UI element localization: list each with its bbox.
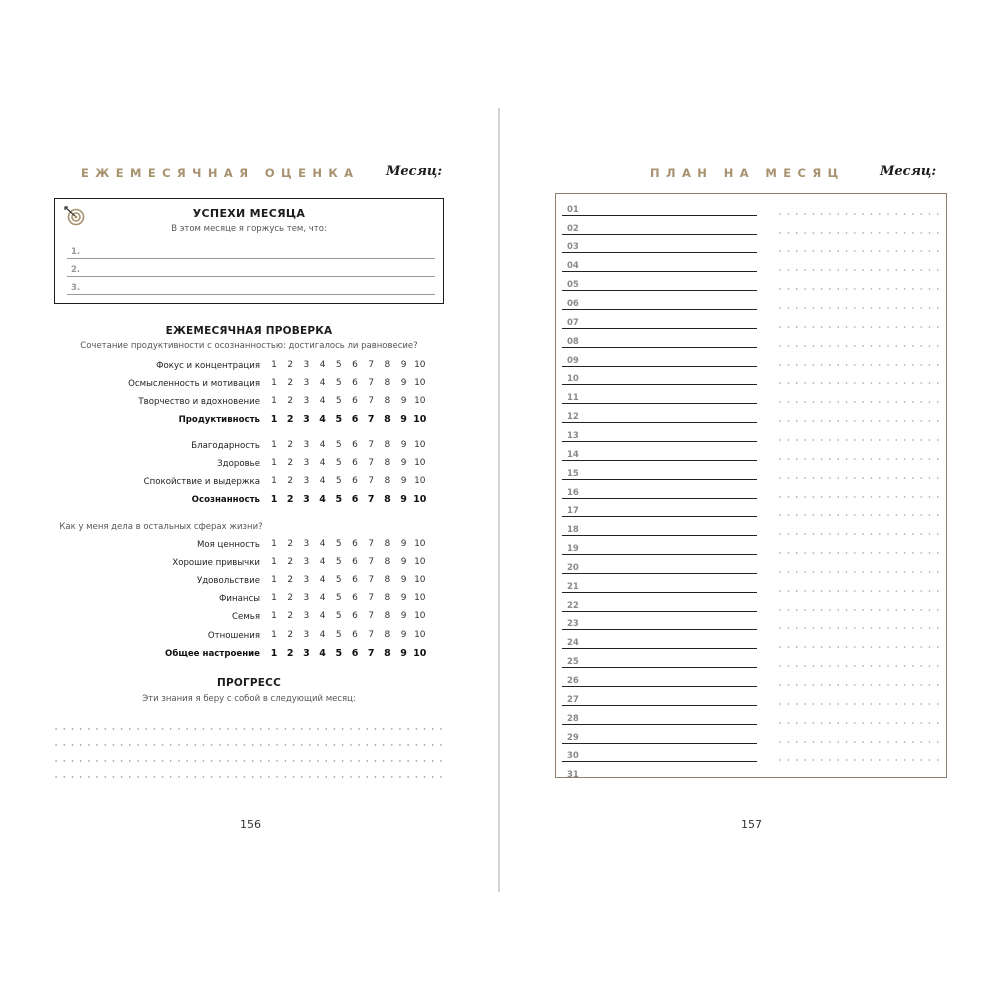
day-number: 21 — [567, 581, 579, 592]
day-number: 05 — [567, 280, 579, 291]
day-dotted-line[interactable] — [776, 646, 942, 648]
rating-label: Продуктивность — [178, 415, 260, 426]
rating-option-8[interactable]: 8 — [384, 458, 391, 469]
day-dotted-line[interactable] — [776, 722, 942, 724]
rating-option-1[interactable]: 1 — [271, 458, 277, 469]
rating-option-2[interactable]: 2 — [287, 396, 294, 407]
rating-row — [0, 395, 498, 411]
day-number: 16 — [567, 487, 579, 498]
rating-option-1[interactable]: 1 — [271, 476, 277, 487]
day-number: 15 — [567, 468, 579, 479]
day-number: 01 — [567, 204, 579, 215]
progress-line-1[interactable] — [52, 728, 442, 730]
rating-option-10[interactable]: 10 — [414, 593, 426, 604]
day-dotted-line[interactable] — [776, 250, 942, 252]
rating-option-6[interactable]: 6 — [351, 647, 359, 659]
rating-option-6[interactable]: 6 — [352, 611, 358, 622]
rating-option-5[interactable]: 5 — [335, 360, 342, 370]
rating-option-7[interactable]: 7 — [368, 476, 375, 487]
day-number: 26 — [567, 676, 579, 687]
rating-option-5[interactable]: 5 — [335, 629, 342, 640]
day-dotted-line[interactable] — [776, 382, 942, 384]
day-dotted-line[interactable] — [776, 458, 942, 460]
rating-option-7[interactable]: 7 — [368, 396, 375, 407]
calendar-day-row[interactable] — [556, 499, 948, 518]
rating-option-6[interactable]: 6 — [352, 629, 358, 640]
rating-row — [0, 457, 498, 473]
rating-option-9[interactable]: 9 — [400, 494, 407, 506]
rating-option-10[interactable]: 10 — [414, 476, 426, 487]
rating-option-4[interactable]: 4 — [319, 593, 326, 604]
rating-option-6[interactable]: 6 — [352, 593, 358, 604]
rating-label: Благодарность — [191, 441, 260, 451]
day-number: 29 — [567, 732, 579, 743]
calendar-day-row[interactable] — [556, 612, 948, 631]
rating-option-5[interactable]: 5 — [335, 593, 342, 604]
calendar-day-row[interactable] — [556, 631, 948, 650]
rating-option-3[interactable]: 3 — [303, 360, 310, 370]
rating-option-1[interactable]: 1 — [270, 647, 278, 659]
rating-option-4[interactable]: 4 — [319, 360, 326, 370]
rating-row — [0, 475, 498, 491]
calendar-day-row[interactable] — [556, 461, 948, 480]
rating-option-8[interactable]: 8 — [384, 575, 391, 586]
rating-option-3[interactable]: 3 — [303, 414, 310, 426]
rating-option-2[interactable]: 2 — [287, 360, 294, 370]
rating-option-5[interactable]: 5 — [335, 557, 342, 568]
calendar-day-row[interactable] — [556, 442, 948, 461]
rating-option-6[interactable]: 6 — [351, 414, 359, 426]
rating-option-2[interactable]: 2 — [286, 414, 294, 426]
rating-option-3[interactable]: 3 — [303, 557, 310, 568]
rating-option-2[interactable]: 2 — [287, 476, 294, 487]
rating-label: Фокус и концентрация — [156, 361, 260, 371]
rating-option-8[interactable]: 8 — [384, 611, 391, 622]
day-number: 28 — [567, 713, 579, 724]
calendar-day-row[interactable] — [556, 216, 948, 235]
day-number: 31 — [567, 770, 579, 781]
rating-option-8[interactable]: 8 — [384, 593, 391, 604]
rating-option-5[interactable]: 5 — [335, 440, 342, 450]
rating-option-8[interactable]: 8 — [384, 414, 391, 426]
success-number: 3. — [71, 283, 81, 293]
rating-option-4[interactable]: 4 — [319, 557, 326, 568]
calendar-day-row[interactable] — [556, 555, 948, 574]
rating-label: Спокойствие и выдержка — [143, 477, 260, 488]
rating-label: Отношения — [207, 630, 260, 641]
rating-option-5[interactable]: 5 — [335, 575, 342, 586]
rating-option-8[interactable]: 8 — [384, 396, 391, 407]
calendar-day-row[interactable] — [556, 367, 948, 386]
rating-label: Удовольствие — [197, 576, 260, 587]
calendar-day-row[interactable] — [556, 404, 948, 423]
rating-option-10[interactable]: 10 — [414, 458, 426, 469]
rating-option-4[interactable]: 4 — [319, 629, 326, 640]
rating-option-7[interactable]: 7 — [368, 611, 375, 622]
rating-option-6[interactable]: 6 — [352, 378, 358, 389]
day-dotted-line[interactable] — [776, 741, 942, 743]
day-number: 02 — [567, 223, 579, 234]
calendar-day-row[interactable] — [556, 593, 948, 612]
day-dotted-line[interactable] — [776, 552, 942, 554]
rating-label: Творчество и вдохновение — [138, 397, 260, 408]
calendar-day-row[interactable] — [556, 348, 948, 367]
rating-option-3[interactable]: 3 — [303, 647, 310, 659]
day-number: 09 — [567, 355, 579, 366]
rating-option-9[interactable]: 9 — [400, 378, 407, 389]
day-number: 13 — [567, 430, 579, 441]
page-number: 157 — [741, 818, 762, 831]
successes-box — [54, 198, 444, 304]
rating-option-1[interactable]: 1 — [271, 575, 277, 586]
rating-option-4[interactable]: 4 — [319, 476, 326, 487]
rating-option-4[interactable]: 4 — [319, 414, 326, 426]
day-dotted-line[interactable] — [776, 533, 942, 535]
day-dotted-line[interactable] — [776, 703, 942, 705]
rating-option-5[interactable]: 5 — [335, 476, 342, 487]
calendar-day-row[interactable] — [556, 480, 948, 499]
left-page — [0, 0, 498, 1000]
day-number: 18 — [567, 525, 579, 536]
day-dotted-line[interactable] — [776, 326, 942, 328]
day-number: 12 — [567, 412, 579, 423]
day-dotted-line[interactable] — [776, 232, 942, 234]
calendar-day-row[interactable] — [556, 763, 948, 782]
month-label: Месяц: — [880, 164, 937, 179]
rating-option-10[interactable]: 10 — [414, 557, 426, 568]
rating-option-9[interactable]: 9 — [400, 593, 407, 604]
rating-option-8[interactable]: 8 — [384, 539, 391, 549]
rating-option-10[interactable]: 10 — [414, 360, 426, 370]
calendar-day-row[interactable] — [556, 574, 948, 593]
day-dotted-line[interactable] — [776, 439, 942, 441]
day-dotted-line[interactable] — [776, 590, 942, 592]
day-dotted-line[interactable] — [776, 269, 942, 271]
calendar-day-row[interactable] — [556, 649, 948, 668]
rating-option-1[interactable]: 1 — [270, 414, 278, 426]
rating-option-9[interactable]: 9 — [400, 611, 407, 622]
day-dotted-line[interactable] — [776, 420, 942, 422]
day-dotted-line[interactable] — [776, 609, 942, 611]
rating-option-1[interactable]: 1 — [271, 557, 277, 568]
successes-subtitle: В этом месяце я горжусь тем, что: — [171, 224, 327, 234]
rating-option-9[interactable]: 9 — [400, 476, 407, 487]
rating-option-4[interactable]: 4 — [319, 611, 326, 622]
rating-option-10[interactable]: 10 — [414, 539, 426, 549]
rating-option-5[interactable]: 5 — [335, 414, 343, 426]
day-number: 10 — [567, 374, 579, 385]
rating-option-10[interactable]: 10 — [414, 378, 426, 389]
rating-option-1[interactable]: 1 — [271, 611, 277, 622]
rating-option-9[interactable]: 9 — [400, 629, 407, 640]
rating-option-4[interactable]: 4 — [319, 378, 326, 389]
day-dotted-line[interactable] — [776, 684, 942, 686]
rating-row — [0, 377, 498, 393]
rating-option-1[interactable]: 1 — [270, 494, 278, 506]
rating-option-10[interactable]: 10 — [414, 396, 426, 407]
day-dotted-line[interactable] — [776, 627, 942, 629]
rating-option-3[interactable]: 3 — [303, 611, 310, 622]
right-page — [500, 0, 1000, 1000]
day-number: 07 — [567, 317, 579, 328]
rating-option-9[interactable]: 9 — [400, 396, 407, 407]
rating-option-8[interactable]: 8 — [384, 494, 391, 506]
rating-row — [0, 413, 498, 429]
rating-option-10[interactable]: 10 — [414, 629, 426, 640]
rating-option-10[interactable]: 10 — [414, 440, 426, 450]
rating-option-1[interactable]: 1 — [271, 539, 277, 549]
monthly-plan-title: ПЛАН НА МЕСЯЦ — [650, 166, 845, 180]
rating-option-9[interactable]: 9 — [400, 414, 407, 426]
rating-option-5[interactable]: 5 — [335, 494, 343, 506]
rating-option-7[interactable]: 7 — [368, 593, 375, 604]
rating-option-6[interactable]: 6 — [351, 494, 359, 506]
rating-option-1[interactable]: 1 — [271, 396, 277, 407]
calendar-day-row[interactable] — [556, 386, 948, 405]
rating-label: Финансы — [219, 594, 260, 605]
rating-option-8[interactable]: 8 — [384, 476, 391, 487]
rating-label: Хорошие привычки — [172, 558, 260, 569]
day-number: 30 — [567, 751, 579, 762]
day-dotted-line[interactable] — [776, 665, 942, 667]
day-dotted-line[interactable] — [776, 213, 942, 215]
rating-option-3[interactable]: 3 — [303, 440, 310, 450]
calendar-day-row[interactable] — [556, 310, 948, 329]
rating-row — [0, 574, 498, 590]
day-number: 14 — [567, 449, 579, 460]
rating-option-3[interactable]: 3 — [303, 593, 310, 604]
day-number: 24 — [567, 638, 579, 649]
rating-option-3[interactable]: 3 — [303, 396, 310, 407]
rating-option-1[interactable]: 1 — [271, 360, 277, 370]
success-line-3[interactable] — [67, 277, 435, 295]
other-areas-question: Как у меня дела в остальных сферах жизни? — [59, 522, 263, 532]
rating-option-2[interactable]: 2 — [287, 557, 294, 568]
progress-subtitle: Эти знания я беру с собой в следующий месяц: — [142, 694, 356, 704]
rating-option-1[interactable]: 1 — [271, 629, 277, 640]
rating-option-9[interactable]: 9 — [400, 360, 407, 370]
day-dotted-line[interactable] — [776, 514, 942, 516]
rating-option-2[interactable]: 2 — [287, 611, 294, 622]
rating-option-7[interactable]: 7 — [368, 575, 375, 586]
rating-option-3[interactable]: 3 — [303, 575, 310, 586]
rating-option-6[interactable]: 6 — [352, 360, 358, 370]
rating-option-8[interactable]: 8 — [384, 378, 391, 389]
calendar-day-row[interactable] — [556, 329, 948, 348]
calendar-day-row[interactable] — [556, 687, 948, 706]
calendar-day-row[interactable] — [556, 517, 948, 536]
rating-option-1[interactable]: 1 — [271, 593, 277, 604]
rating-option-5[interactable]: 5 — [335, 647, 343, 659]
month-label: Месяц: — [386, 164, 443, 179]
rating-option-6[interactable]: 6 — [352, 458, 358, 469]
rating-option-7[interactable]: 7 — [367, 414, 375, 426]
rating-option-2[interactable]: 2 — [287, 440, 294, 450]
rating-option-6[interactable]: 6 — [352, 440, 358, 450]
rating-label: Здоровье — [217, 459, 260, 470]
rating-option-10[interactable]: 10 — [414, 575, 426, 586]
rating-option-9[interactable]: 9 — [400, 647, 407, 659]
day-dotted-line[interactable] — [776, 571, 942, 573]
calendar-day-row[interactable] — [556, 197, 948, 216]
rating-option-8[interactable]: 8 — [384, 647, 391, 659]
rating-option-2[interactable]: 2 — [287, 629, 294, 640]
rating-option-7[interactable]: 7 — [367, 647, 375, 659]
rating-option-2[interactable]: 2 — [287, 458, 294, 469]
success-line-1[interactable] — [67, 241, 435, 259]
rating-row — [0, 538, 498, 554]
calendar-day-row[interactable] — [556, 536, 948, 555]
rating-option-2[interactable]: 2 — [287, 593, 294, 604]
rating-option-9[interactable]: 9 — [400, 575, 407, 586]
rating-option-5[interactable]: 5 — [335, 378, 342, 389]
day-number: 08 — [567, 336, 579, 347]
day-number: 23 — [567, 619, 579, 630]
success-line-2[interactable] — [67, 259, 435, 277]
rating-option-4[interactable]: 4 — [319, 575, 326, 586]
day-number: 20 — [567, 562, 579, 573]
day-number: 19 — [567, 544, 579, 555]
rating-row — [0, 592, 498, 608]
day-number: 22 — [567, 600, 579, 611]
rating-option-3[interactable]: 3 — [303, 476, 310, 487]
rating-option-8[interactable]: 8 — [384, 440, 391, 450]
day-number: 11 — [567, 393, 579, 404]
day-dotted-line[interactable] — [776, 401, 942, 403]
day-number: 27 — [567, 694, 579, 705]
rating-option-9[interactable]: 9 — [400, 539, 407, 549]
day-number: 17 — [567, 506, 579, 517]
calendar-day-row[interactable] — [556, 744, 948, 763]
rating-option-6[interactable]: 6 — [352, 575, 358, 586]
day-dotted-line[interactable] — [776, 477, 942, 479]
success-number: 2. — [71, 265, 81, 275]
rating-option-4[interactable]: 4 — [319, 647, 326, 659]
rating-row — [0, 359, 498, 375]
rating-label: Осознанность — [191, 495, 260, 506]
progress-line-4[interactable] — [52, 776, 442, 778]
rating-option-6[interactable]: 6 — [352, 476, 358, 487]
calendar-day-row[interactable] — [556, 725, 948, 744]
rating-option-3[interactable]: 3 — [303, 458, 310, 469]
rating-row — [0, 493, 498, 509]
rating-option-9[interactable]: 9 — [400, 458, 407, 469]
rating-row — [0, 647, 498, 663]
rating-option-7[interactable]: 7 — [368, 629, 375, 640]
review-title: ЕЖЕМЕСЯЧНАЯ ПРОВЕРКА — [165, 325, 333, 337]
rating-option-8[interactable]: 8 — [384, 629, 391, 640]
rating-option-3[interactable]: 3 — [303, 378, 310, 389]
rating-option-1[interactable]: 1 — [271, 378, 277, 389]
rating-option-7[interactable]: 7 — [368, 378, 375, 389]
calendar-day-row[interactable] — [556, 272, 948, 291]
rating-option-4[interactable]: 4 — [319, 396, 326, 407]
rating-option-5[interactable]: 5 — [335, 458, 342, 469]
successes-title: УСПЕХИ МЕСЯЦА — [192, 207, 306, 220]
rating-option-4[interactable]: 4 — [319, 440, 326, 450]
rating-option-4[interactable]: 4 — [319, 494, 326, 506]
rating-option-5[interactable]: 5 — [335, 396, 342, 407]
rating-option-6[interactable]: 6 — [352, 557, 358, 568]
day-dotted-line[interactable] — [776, 496, 942, 498]
rating-option-2[interactable]: 2 — [287, 539, 294, 549]
day-dotted-line[interactable] — [776, 759, 942, 761]
monthly-review-title: ЕЖЕМЕСЯЧНАЯ ОЦЕНКА — [81, 166, 360, 180]
day-number: 03 — [567, 242, 579, 253]
rating-option-3[interactable]: 3 — [303, 629, 310, 640]
day-dotted-line[interactable] — [776, 345, 942, 347]
rating-label: Моя ценность — [196, 540, 260, 550]
rating-option-5[interactable]: 5 — [335, 611, 342, 622]
calendar-day-row[interactable] — [556, 254, 948, 273]
rating-option-3[interactable]: 3 — [303, 494, 310, 506]
review-subtitle: Сочетание продуктивности с осознанностью: достигалось ли равновесие? — [80, 341, 418, 351]
rating-option-6[interactable]: 6 — [352, 396, 358, 407]
rating-option-9[interactable]: 9 — [400, 440, 407, 450]
progress-title: ПРОГРЕСС — [217, 677, 281, 689]
calendar-day-row[interactable] — [556, 423, 948, 442]
day-dotted-line[interactable] — [776, 307, 942, 309]
rating-option-7[interactable]: 7 — [368, 440, 375, 450]
rating-option-2[interactable]: 2 — [287, 575, 294, 586]
rating-row — [0, 610, 498, 626]
rating-option-10[interactable]: 10 — [414, 611, 426, 622]
rating-row — [0, 556, 498, 572]
rating-option-8[interactable]: 8 — [384, 557, 391, 568]
day-number: 25 — [567, 657, 579, 668]
month-calendar — [555, 193, 947, 781]
calendar-day-row[interactable] — [556, 235, 948, 254]
rating-option-10[interactable]: 10 — [413, 414, 427, 426]
rating-option-2[interactable]: 2 — [287, 378, 294, 389]
rating-label: Общее настроение — [165, 648, 260, 659]
calendar-day-row[interactable] — [556, 291, 948, 310]
rating-option-7[interactable]: 7 — [367, 494, 375, 506]
rating-label: Семья — [231, 612, 260, 623]
rating-option-4[interactable]: 4 — [319, 539, 326, 549]
calendar-day-row[interactable] — [556, 706, 948, 725]
rating-row — [0, 629, 498, 645]
rating-option-10[interactable]: 10 — [413, 647, 427, 659]
progress-line-2[interactable] — [52, 744, 442, 746]
rating-option-8[interactable]: 8 — [384, 360, 391, 370]
calendar-day-row[interactable] — [556, 668, 948, 687]
rating-option-9[interactable]: 9 — [400, 557, 407, 568]
rating-option-1[interactable]: 1 — [271, 440, 277, 450]
rating-option-6[interactable]: 6 — [352, 539, 358, 549]
rating-option-2[interactable]: 2 — [286, 647, 294, 659]
day-number: 06 — [567, 299, 579, 310]
rating-option-2[interactable]: 2 — [286, 494, 294, 506]
day-dotted-line[interactable] — [776, 364, 942, 366]
rating-label: Осмысленность и мотивация — [128, 379, 260, 390]
progress-line-3[interactable] — [52, 760, 442, 762]
rating-option-7[interactable]: 7 — [368, 360, 375, 370]
rating-option-4[interactable]: 4 — [319, 458, 326, 469]
rating-option-3[interactable]: 3 — [303, 539, 310, 549]
rating-option-10[interactable]: 10 — [413, 494, 427, 506]
day-number: 04 — [567, 261, 579, 272]
rating-option-5[interactable]: 5 — [335, 539, 342, 549]
success-number: 1. — [71, 247, 81, 257]
rating-option-7[interactable]: 7 — [368, 557, 375, 568]
day-dotted-line[interactable] — [776, 288, 942, 290]
page-number: 156 — [240, 818, 261, 831]
rating-row — [0, 439, 498, 455]
rating-option-7[interactable]: 7 — [368, 458, 375, 469]
rating-option-7[interactable]: 7 — [368, 539, 375, 549]
